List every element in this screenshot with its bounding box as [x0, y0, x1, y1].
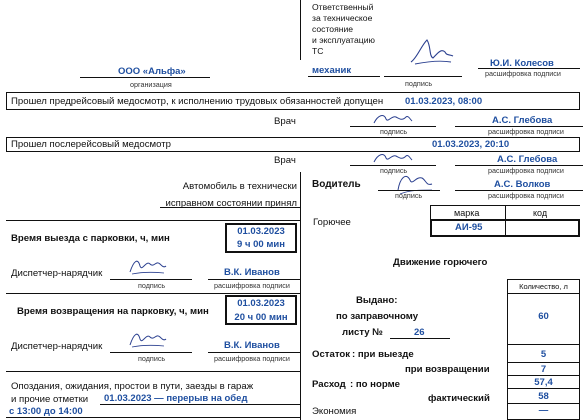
return-time: 20 ч 00 мин	[234, 312, 288, 323]
pre-trip-doctor-name: А.С. Глебова	[492, 115, 553, 126]
driver-name: А.С. Волков	[494, 179, 551, 190]
by-norm-label: : по норме	[350, 379, 401, 390]
sheet-label: листу №	[342, 327, 383, 338]
pre-trip-name-caption: расшифровка подписи	[488, 127, 564, 136]
dispatcher1-label: Диспетчер-нарядчик	[11, 268, 103, 279]
dispatcher2-label: Диспетчер-нарядчик	[11, 341, 103, 352]
at-return-label: при возвращении	[405, 364, 490, 375]
dispatcher2-signature-caption: подпись	[138, 354, 166, 363]
issued-sub: по заправочному	[336, 311, 419, 322]
post-trip-datetime: 01.03.2023, 20:10	[432, 139, 510, 150]
departure-date: 01.03.2023	[237, 226, 285, 237]
driver-name-caption: расшифровка подписи	[488, 191, 564, 200]
responsible-name-caption: расшифровка подписи	[485, 69, 561, 78]
return-label: Время возвращения на парковку, ч, мин	[17, 306, 209, 317]
pre-trip-text: Прошел предрейсовый медосмотр, к исполнению трудовых обязанностей допущен	[11, 96, 384, 107]
pre-trip-datetime: 01.03.2023, 08:00	[405, 96, 483, 107]
fuel-movement-title: Движение горючего	[393, 257, 488, 268]
fuel-qty-header: Количество, л	[519, 282, 568, 291]
fuel-code-header: код	[533, 208, 548, 218]
fuel-label: Горючее	[313, 217, 351, 228]
responsible-label: Ответственный за техническое состояние и эксплуатацию ТС	[312, 2, 375, 56]
signature-kolesov	[405, 32, 455, 70]
responsible-name: Ю.И. Колесов	[490, 58, 554, 69]
departure-label: Время выезда с парковки, ч, мин	[11, 233, 170, 244]
fuel-brand-header: марка	[454, 208, 480, 218]
dispatcher1-name: В.К. Иванов	[224, 267, 280, 278]
economy-label: Экономия	[312, 406, 357, 417]
organization-name: ООО «Альфа»	[118, 66, 186, 77]
responsible-position: механик	[312, 65, 352, 76]
responsible-signature-caption: подпись	[405, 79, 433, 88]
departure-time: 9 ч 00 мин	[237, 239, 285, 250]
post-trip-text: Прошел послерейсовый медосмотр	[11, 139, 171, 150]
post-trip-signature-caption: подпись	[380, 166, 408, 175]
pre-trip-signature-caption: подпись	[380, 127, 408, 136]
delays-value-1: 01.03.2023 — перерыв на обед	[104, 393, 248, 404]
fuel-brand-value: АИ-95	[455, 222, 483, 233]
by-norm-qty: 57,4	[534, 377, 553, 388]
organization-caption: организация	[130, 80, 172, 89]
signature-ivanov-2	[126, 327, 168, 351]
consumption-label: Расход	[312, 379, 346, 390]
actual-qty: 58	[538, 391, 549, 402]
dispatcher2-name: В.К. Иванов	[224, 340, 280, 351]
dispatcher2-name-caption: расшифровка подписи	[214, 354, 290, 363]
driver-label: Водитель	[312, 179, 361, 190]
delays-text-1: Опоздания, ожидания, простои в пути, заезды в гараж	[11, 381, 254, 392]
driver-signature-caption: подпись	[395, 191, 423, 200]
dispatcher1-signature-caption: подпись	[138, 281, 166, 290]
issued-qty: 60	[538, 311, 549, 322]
delays-value-2: с 13:00 до 14:00	[9, 406, 83, 417]
at-departure-qty: 5	[540, 349, 547, 360]
post-trip-doctor-name: А.С. Глебова	[497, 154, 558, 165]
economy-qty: —	[538, 405, 549, 416]
actual-label: фактический	[428, 393, 490, 404]
pre-trip-doctor-label: Врач	[274, 116, 296, 127]
dispatcher1-name-caption: расшифровка подписи	[214, 281, 290, 290]
at-return-qty: 7	[540, 364, 547, 375]
post-trip-doctor-label: Врач	[274, 155, 296, 166]
return-date: 01.03.2023	[237, 298, 285, 309]
remainder-label: Остаток	[312, 349, 351, 360]
at-departure-label: : при выезде	[352, 349, 414, 360]
sheet-number: 26	[414, 327, 425, 338]
issued-label: Выдано:	[356, 295, 398, 306]
post-trip-name-caption: расшифровка подписи	[488, 166, 564, 175]
vehicle-accepted-text: Автомобиль в технически исправном состоянии принял	[165, 181, 297, 209]
delays-text-2: и прочие отметки	[11, 394, 89, 405]
signature-ivanov-1	[126, 254, 168, 278]
